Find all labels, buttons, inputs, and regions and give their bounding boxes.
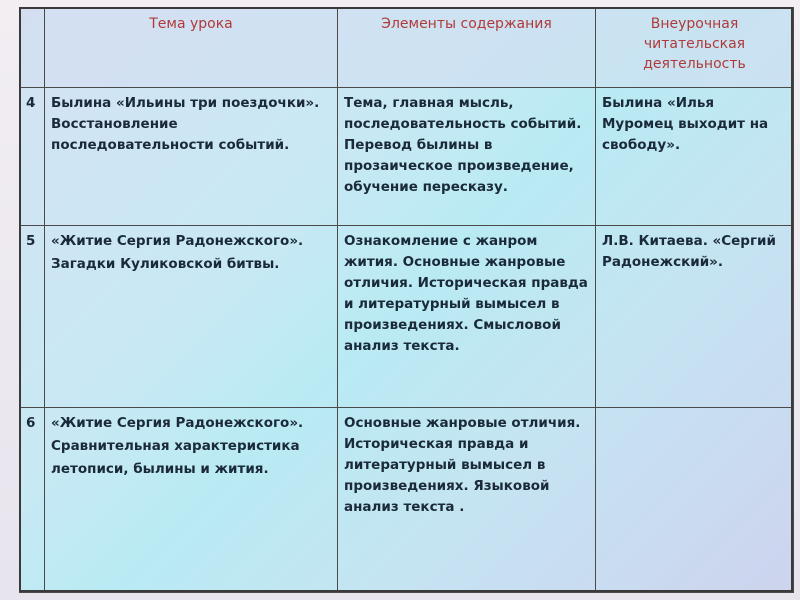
extra-line: Былина «Илья Муромец выходит на свободу». xyxy=(602,95,769,153)
row-topic xyxy=(45,408,338,593)
row-topic xyxy=(45,88,338,226)
row-extra xyxy=(596,408,794,593)
elements-line: Основные жанровые отличия. Историческая правда и литературный вымысел в произведениях. Языковой анализ текста . xyxy=(344,415,581,515)
header-extra: Внеурочная читательская деятельность xyxy=(596,8,794,88)
row-number: 4 xyxy=(20,88,45,226)
elements-line: Тема, главная мысль, последовательность событий. Перевод былины в прозаическое произведение, обучение пересказу. xyxy=(344,95,582,195)
elements-line: Ознакомление с жанром жития. Основные жанровые отличия. Историческая правда и литературный вымысел в произведениях. Смысловой анализ текста. xyxy=(344,233,588,354)
header-row xyxy=(20,8,794,88)
row-elements xyxy=(338,88,596,226)
table-row xyxy=(20,226,794,408)
extra-line: Л.В. Китаева. «Сергий Радонежский». xyxy=(602,233,776,270)
row-extra xyxy=(596,88,794,226)
row-number: 5 xyxy=(20,226,45,408)
row-topic xyxy=(45,226,338,408)
topic-line: Загадки Куликовской битвы. xyxy=(51,256,280,272)
table-row xyxy=(20,408,794,593)
table-row xyxy=(20,88,794,226)
topic-line: Былина «Ильины три поездочки». Восстановление последовательности событий. xyxy=(51,95,320,153)
topic-line: Сравнительная характеристика xyxy=(51,438,300,454)
header-topic: Тема урока xyxy=(45,8,338,88)
row-number: 6 xyxy=(20,408,45,593)
row-extra xyxy=(596,226,794,408)
row-elements xyxy=(338,226,596,408)
topic-line: «Житие Сергия Радонежского». xyxy=(51,233,304,249)
topic-line: летописи, былины и жития. xyxy=(51,461,269,477)
topic-line: «Житие Сергия Радонежского». xyxy=(51,415,304,431)
row-elements xyxy=(338,408,596,593)
lesson-plan-table xyxy=(19,7,794,593)
header-num xyxy=(20,8,45,88)
header-elements: Элементы содержания xyxy=(338,8,596,88)
